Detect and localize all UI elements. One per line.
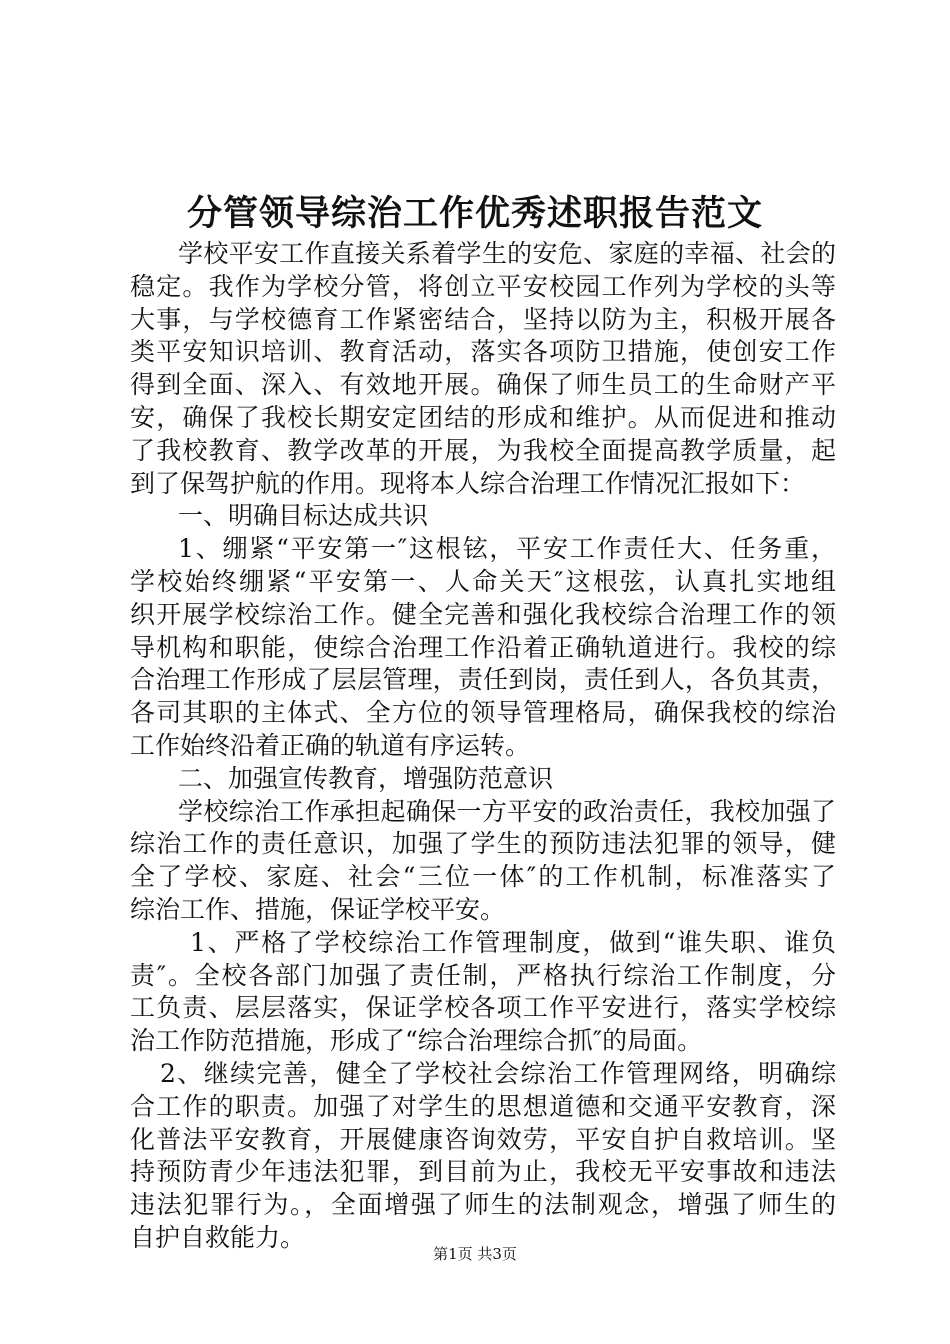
text-line: 持预防青少年违法犯罪，到目前为止，我校无平安事故和违法 <box>130 1157 836 1187</box>
text-line: 1、绷紧“平安第一″这根铉，平安工作责任大、任务重， <box>178 534 836 564</box>
text-line: 1、严格了学校综治工作管理制度，做到“谁失职、谁负 <box>190 927 836 957</box>
text-line: 合工作的职责。加强了对学生的思想道德和交通平安教育，深 <box>130 1091 836 1121</box>
text-line: 自护自救能力。 <box>130 1222 306 1252</box>
text-line: 稳定。我作为学校分管，将创立平安校园工作列为学校的头等 <box>130 271 836 301</box>
text-line: 各司其职的主体式、全方位的领导管理格局，确保我校的综治 <box>130 698 836 728</box>
text-line: 大事，与学校德育工作紧密结合，坚持以防为主，积极开展各 <box>130 304 836 334</box>
text-line: 工负责、层层落实，保证学校各项工作平安进行，落实学校综 <box>130 993 836 1023</box>
text-line: 全了学校、家庭、社会“三位一体″的工作机制，标准落实了 <box>130 862 836 892</box>
text-line: 学校始终绷紧“平安第一、人命关天″这根弦，认真扎实地组 <box>130 566 836 596</box>
text-line: 综治工作、措施，保证学校平安。 <box>130 894 506 924</box>
text-line: 违法犯罪行为。，全面增强了师生的法制观念，增强了师生的 <box>130 1190 836 1220</box>
section-heading: 二、加强宣传教育，增强防范意识 <box>178 763 554 793</box>
text-line: 学校平安工作直接关系着学生的安危、家庭的幸福、社会的 <box>178 239 836 268</box>
text-line: 2、继续完善，健全了学校社会综治工作管理网络，明确综 <box>160 1058 836 1088</box>
section-heading: 一、明确目标达成共识 <box>178 501 429 531</box>
text-line: 类平安知识培训、教育活动，落实各项防卫措施，使创安工作 <box>130 337 836 367</box>
text-line: 责″。全校各部门加强了责任制，严格执行综治工作制度，分 <box>130 960 836 990</box>
text-line: 学校综治工作承担起确保一方平安的政治责任，我校加强了 <box>178 796 836 826</box>
text-line: 得到全面、深入、有效地开展。确保了师生员工的生命财产平 <box>130 370 836 400</box>
document-body <box>130 238 836 1255</box>
text-line: 到了保驾护航的作用。现将本人综合治理工作情况汇报如下： <box>130 468 806 498</box>
page-number-footer: 第1页 共3页 <box>433 1245 517 1263</box>
text-line: 导机构和职能，使综合治理工作沿着正确轨道进行。我校的综 <box>130 632 836 662</box>
text-line: 工作始终沿着正确的轨道有序运转。 <box>130 730 531 760</box>
text-line: 化普法平安教育，开展健康咨询效劳，平安自护自救培训。坚 <box>130 1124 836 1154</box>
text-line: 合治理工作形成了层层管理，责任到岗，责任到人，各负其责， <box>130 665 836 695</box>
text-line: 综治工作的责任意识，加强了学生的预防违法犯罪的领导，健 <box>130 829 836 859</box>
text-line: 安，确保了我校长期安定团结的形成和维护。从而促进和推动 <box>130 402 836 432</box>
document-title: 分管领导综治工作优秀述职报告范文 <box>186 193 763 234</box>
text-line: 了我校教育、教学改革的开展，为我校全面提高教学质量，起 <box>130 435 836 465</box>
text-line: 治工作防范措施，形成了“综合治理综合抓″的局面。 <box>130 1026 703 1056</box>
text-line: 织开展学校综治工作。健全完善和强化我校综合治理工作的领 <box>130 599 836 629</box>
